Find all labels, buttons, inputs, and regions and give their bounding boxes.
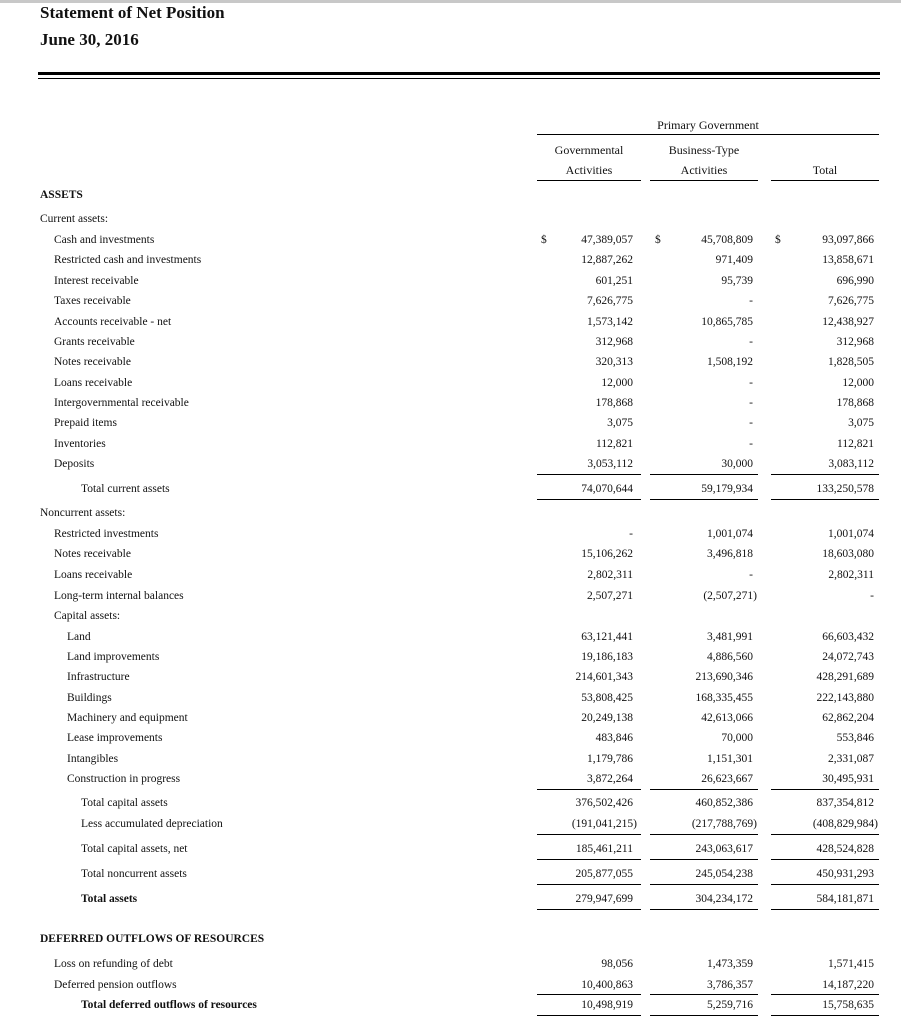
business-header-underline [650,180,758,181]
section-title: DEFERRED OUTFLOWS OF RESOURCES [40,933,265,945]
total-value: 178,868 [836,397,874,409]
total-rule [771,909,879,910]
business-value: - [749,569,753,581]
row-total-assets [0,890,901,908]
header-rule-thin [38,78,880,79]
total-value: 1,001,074 [828,528,874,540]
subtotal-rule [771,834,879,835]
subtotal-rule [537,884,641,885]
row-deferred-pension [0,976,901,994]
column-group-header: Primary Government [657,118,759,132]
row-label: Prepaid items [54,417,117,429]
row-grants-receivable [0,333,901,351]
governmental-value: 1,179,786 [587,753,633,765]
row-label: Total noncurrent assets [81,868,187,880]
row-construction-in-progress [0,770,901,788]
governmental-value: 7,626,775 [587,295,633,307]
subtotal-rule [650,834,758,835]
governmental-value: 601,251 [595,275,633,287]
governmental-value: 12,000 [601,377,633,389]
row-label: Total current assets [81,483,170,495]
section-title: ASSETS [40,189,83,201]
subtotal-rule [537,994,641,995]
business-value: 245,054,238 [695,868,753,880]
total-rule [771,499,879,500]
governmental-value: 10,400,863 [581,979,633,991]
total-value: 553,846 [836,732,874,744]
governmental-value: 1,573,142 [587,316,633,328]
currency-symbol: $ [655,234,661,246]
business-value: - [749,438,753,450]
governmental-value: - [629,528,633,540]
total-value: 450,931,293 [816,868,874,880]
row-land [0,628,901,646]
section-capital-assets [0,607,901,625]
business-value: 971,409 [715,254,753,266]
total-value: 14,187,220 [822,979,874,991]
subtotal-rule [537,859,641,860]
row-label: Inventories [54,438,106,450]
row-label: Lease improvements [67,732,163,744]
governmental-value: 483,846 [595,732,633,744]
total-value: 12,000 [842,377,874,389]
row-label: Construction in progress [67,773,181,785]
subtotal-rule [650,884,758,885]
total-value: 112,821 [837,438,874,450]
row-intergovernmental-receivable [0,394,901,412]
total-value: 93,097,866 [822,234,874,246]
row-machinery-equipment [0,709,901,727]
row-land-improvements [0,648,901,666]
section-assets [0,186,901,204]
row-label: Taxes receivable [54,295,131,307]
row-lease-improvements [0,729,901,747]
business-value: 168,335,455 [695,692,753,704]
business-value: 30,000 [721,458,753,470]
total-rule [537,499,641,500]
total-header-underline [771,180,879,181]
subtotal-rule [771,884,879,885]
total-value: 3,075 [848,417,874,429]
row-label: Total capital assets, net [81,843,188,855]
statement-title: Statement of Net Position [40,3,225,22]
business-value: 3,481,991 [707,631,753,643]
business-value: 59,179,934 [701,483,753,495]
row-label: Land improvements [67,651,160,663]
business-value: 95,739 [721,275,753,287]
row-total-capital-assets-net [0,840,901,858]
governmental-value: 12,887,262 [581,254,633,266]
row-label: Deferred pension outflows [54,979,177,991]
row-inventories [0,435,901,453]
row-label: Cash and investments [54,234,155,246]
governmental-value: 74,070,644 [581,483,633,495]
row-label: Accounts receivable - net [54,316,172,328]
row-label: Loans receivable [54,569,133,581]
row-total-capital-assets [0,794,901,812]
subtotal-rule [537,834,641,835]
total-value: 696,990 [836,275,874,287]
governmental-value: 19,186,183 [581,651,633,663]
business-value: (2,507,271) [703,590,757,602]
governmental-value: 63,121,441 [581,631,633,643]
row-total-current-assets [0,480,901,498]
total-rule [650,909,758,910]
governmental-value: 214,601,343 [575,671,633,683]
business-value: 1,151,301 [707,753,753,765]
business-value: 1,001,074 [707,528,753,540]
total-value: 7,626,775 [828,295,874,307]
row-deposits [0,455,901,473]
governmental-value: 15,106,262 [581,548,633,560]
business-header-line2: Activities [680,163,728,177]
business-value: 3,786,357 [707,979,753,991]
row-total-deferred-outflows [0,996,901,1014]
section-title: Current assets: [40,213,109,225]
business-value: 26,623,667 [701,773,753,785]
governmental-value: 178,868 [595,397,633,409]
total-rule [650,499,758,500]
governmental-value: 3,075 [607,417,633,429]
row-label: Interest receivable [54,275,139,287]
governmental-value: 3,872,264 [587,773,633,785]
row-label: Infrastructure [67,671,130,683]
subtotal-rule [537,789,641,790]
total-rule [537,1015,641,1016]
row-label: Grants receivable [54,336,135,348]
total-rule [771,1015,879,1016]
business-value: - [749,417,753,429]
governmental-value: 185,461,211 [575,843,633,855]
total-value: (408,829,984) [812,818,878,830]
business-value: - [749,295,753,307]
row-taxes-receivable [0,292,901,310]
row-label: Intergovernmental receivable [54,397,189,409]
row-restricted-cash [0,251,901,269]
business-value: - [749,336,753,348]
total-value: 62,862,204 [822,712,874,724]
business-value: 42,613,066 [701,712,753,724]
row-label: Long-term internal balances [54,590,184,602]
business-value: 1,473,359 [707,958,753,970]
row-loss-on-refunding [0,955,901,973]
total-value: 24,072,743 [822,651,874,663]
row-label: Intangibles [67,753,119,765]
business-value: - [749,377,753,389]
row-label: Total deferred outflows of resources [81,999,257,1011]
row-label: Loss on refunding of debt [54,958,173,970]
row-label: Restricted cash and investments [54,254,202,266]
row-prepaid-items [0,414,901,432]
row-noncurrent-notes-receivable [0,545,901,563]
governmental-value: 2,507,271 [587,590,633,602]
statement-date: June 30, 2016 [40,30,139,49]
total-value: 2,331,087 [828,753,874,765]
total-value: 2,802,311 [828,569,874,581]
total-value: 428,291,689 [816,671,874,683]
total-value: 1,828,505 [828,356,874,368]
subtotal-rule [537,474,641,475]
total-value: 837,354,812 [816,797,874,809]
row-label: Buildings [67,692,112,704]
total-rule [650,1015,758,1016]
row-restricted-investments [0,525,901,543]
business-header-line1: Business-Type [668,143,740,157]
row-label: Land [67,631,91,643]
subtotal-rule [650,859,758,860]
row-accumulated-depreciation [0,815,901,833]
total-value: 133,250,578 [816,483,874,495]
business-value: 3,496,818 [707,548,753,560]
governmental-value: 112,821 [596,438,633,450]
row-label: Notes receivable [54,548,131,560]
subtotal-rule [771,994,879,995]
subtotal-rule [650,474,758,475]
row-label: Less accumulated depreciation [81,818,223,830]
governmental-header-line2: Activities [565,163,613,177]
row-cash-investments [0,231,901,249]
column-group-underline [537,134,879,135]
row-label: Notes receivable [54,356,131,368]
governmental-value: 205,877,055 [575,868,633,880]
row-label: Total assets [81,893,138,905]
governmental-value: (191,041,215) [571,818,637,830]
section-title: Capital assets: [54,610,121,622]
business-value: 243,063,617 [695,843,753,855]
subtotal-rule [771,859,879,860]
section-noncurrent-assets [0,504,901,522]
business-value: 213,690,346 [695,671,753,683]
governmental-value: 98,056 [601,958,633,970]
currency-symbol: $ [775,234,781,246]
row-label: Restricted investments [54,528,159,540]
business-value: 4,886,560 [707,651,753,663]
governmental-value: 20,249,138 [581,712,633,724]
row-loans-receivable [0,374,901,392]
total-rule [537,909,641,910]
row-label: Loans receivable [54,377,133,389]
row-label: Deposits [54,458,95,470]
section-deferred-outflows [0,930,901,948]
row-long-term-internal-balances [0,587,901,605]
row-label: Total capital assets [81,797,168,809]
total-value: 15,758,635 [822,999,874,1011]
row-noncurrent-loans-receivable [0,566,901,584]
row-label: Machinery and equipment [67,712,188,724]
total-value: 1,571,415 [828,958,874,970]
business-value: 5,259,716 [707,999,753,1011]
business-value: - [749,397,753,409]
row-intangibles [0,750,901,768]
total-value: 13,858,671 [822,254,874,266]
governmental-value: 279,947,699 [575,893,633,905]
business-value: 304,234,172 [695,893,753,905]
total-header: Total [812,163,838,177]
row-infrastructure [0,668,901,686]
row-interest-receivable [0,272,901,290]
governmental-value: 47,389,057 [581,234,633,246]
business-value: 45,708,809 [701,234,753,246]
governmental-value: 53,808,425 [581,692,633,704]
governmental-value: 10,498,919 [581,999,633,1011]
currency-symbol: $ [541,234,547,246]
governmental-value: 2,802,311 [587,569,633,581]
governmental-header-underline [537,180,641,181]
governmental-header-line1: Governmental [554,143,624,157]
total-value: - [870,590,874,602]
governmental-value: 312,968 [595,336,633,348]
governmental-value: 3,053,112 [587,458,633,470]
total-value: 222,143,880 [816,692,874,704]
row-buildings [0,689,901,707]
total-value: 3,083,112 [828,458,874,470]
subtotal-rule [650,789,758,790]
total-value: 66,603,432 [822,631,874,643]
business-value: 1,508,192 [707,356,753,368]
total-value: 18,603,080 [822,548,874,560]
row-accounts-receivable [0,313,901,331]
total-value: 30,495,931 [822,773,874,785]
governmental-value: 376,502,426 [575,797,633,809]
header-rule-thick [38,72,880,75]
subtotal-rule [771,789,879,790]
total-value: 584,181,871 [816,893,874,905]
subtotal-rule [650,994,758,995]
total-value: 312,968 [836,336,874,348]
business-value: (217,788,769) [691,818,757,830]
business-value: 70,000 [721,732,753,744]
business-value: 10,865,785 [701,316,753,328]
governmental-value: 320,313 [595,356,633,368]
total-value: 12,438,927 [822,316,874,328]
subtotal-rule [771,474,879,475]
business-value: 460,852,386 [695,797,753,809]
row-total-noncurrent-assets [0,865,901,883]
row-notes-receivable [0,353,901,371]
section-current-assets [0,210,901,228]
total-value: 428,524,828 [816,843,874,855]
section-title: Noncurrent assets: [40,507,126,519]
